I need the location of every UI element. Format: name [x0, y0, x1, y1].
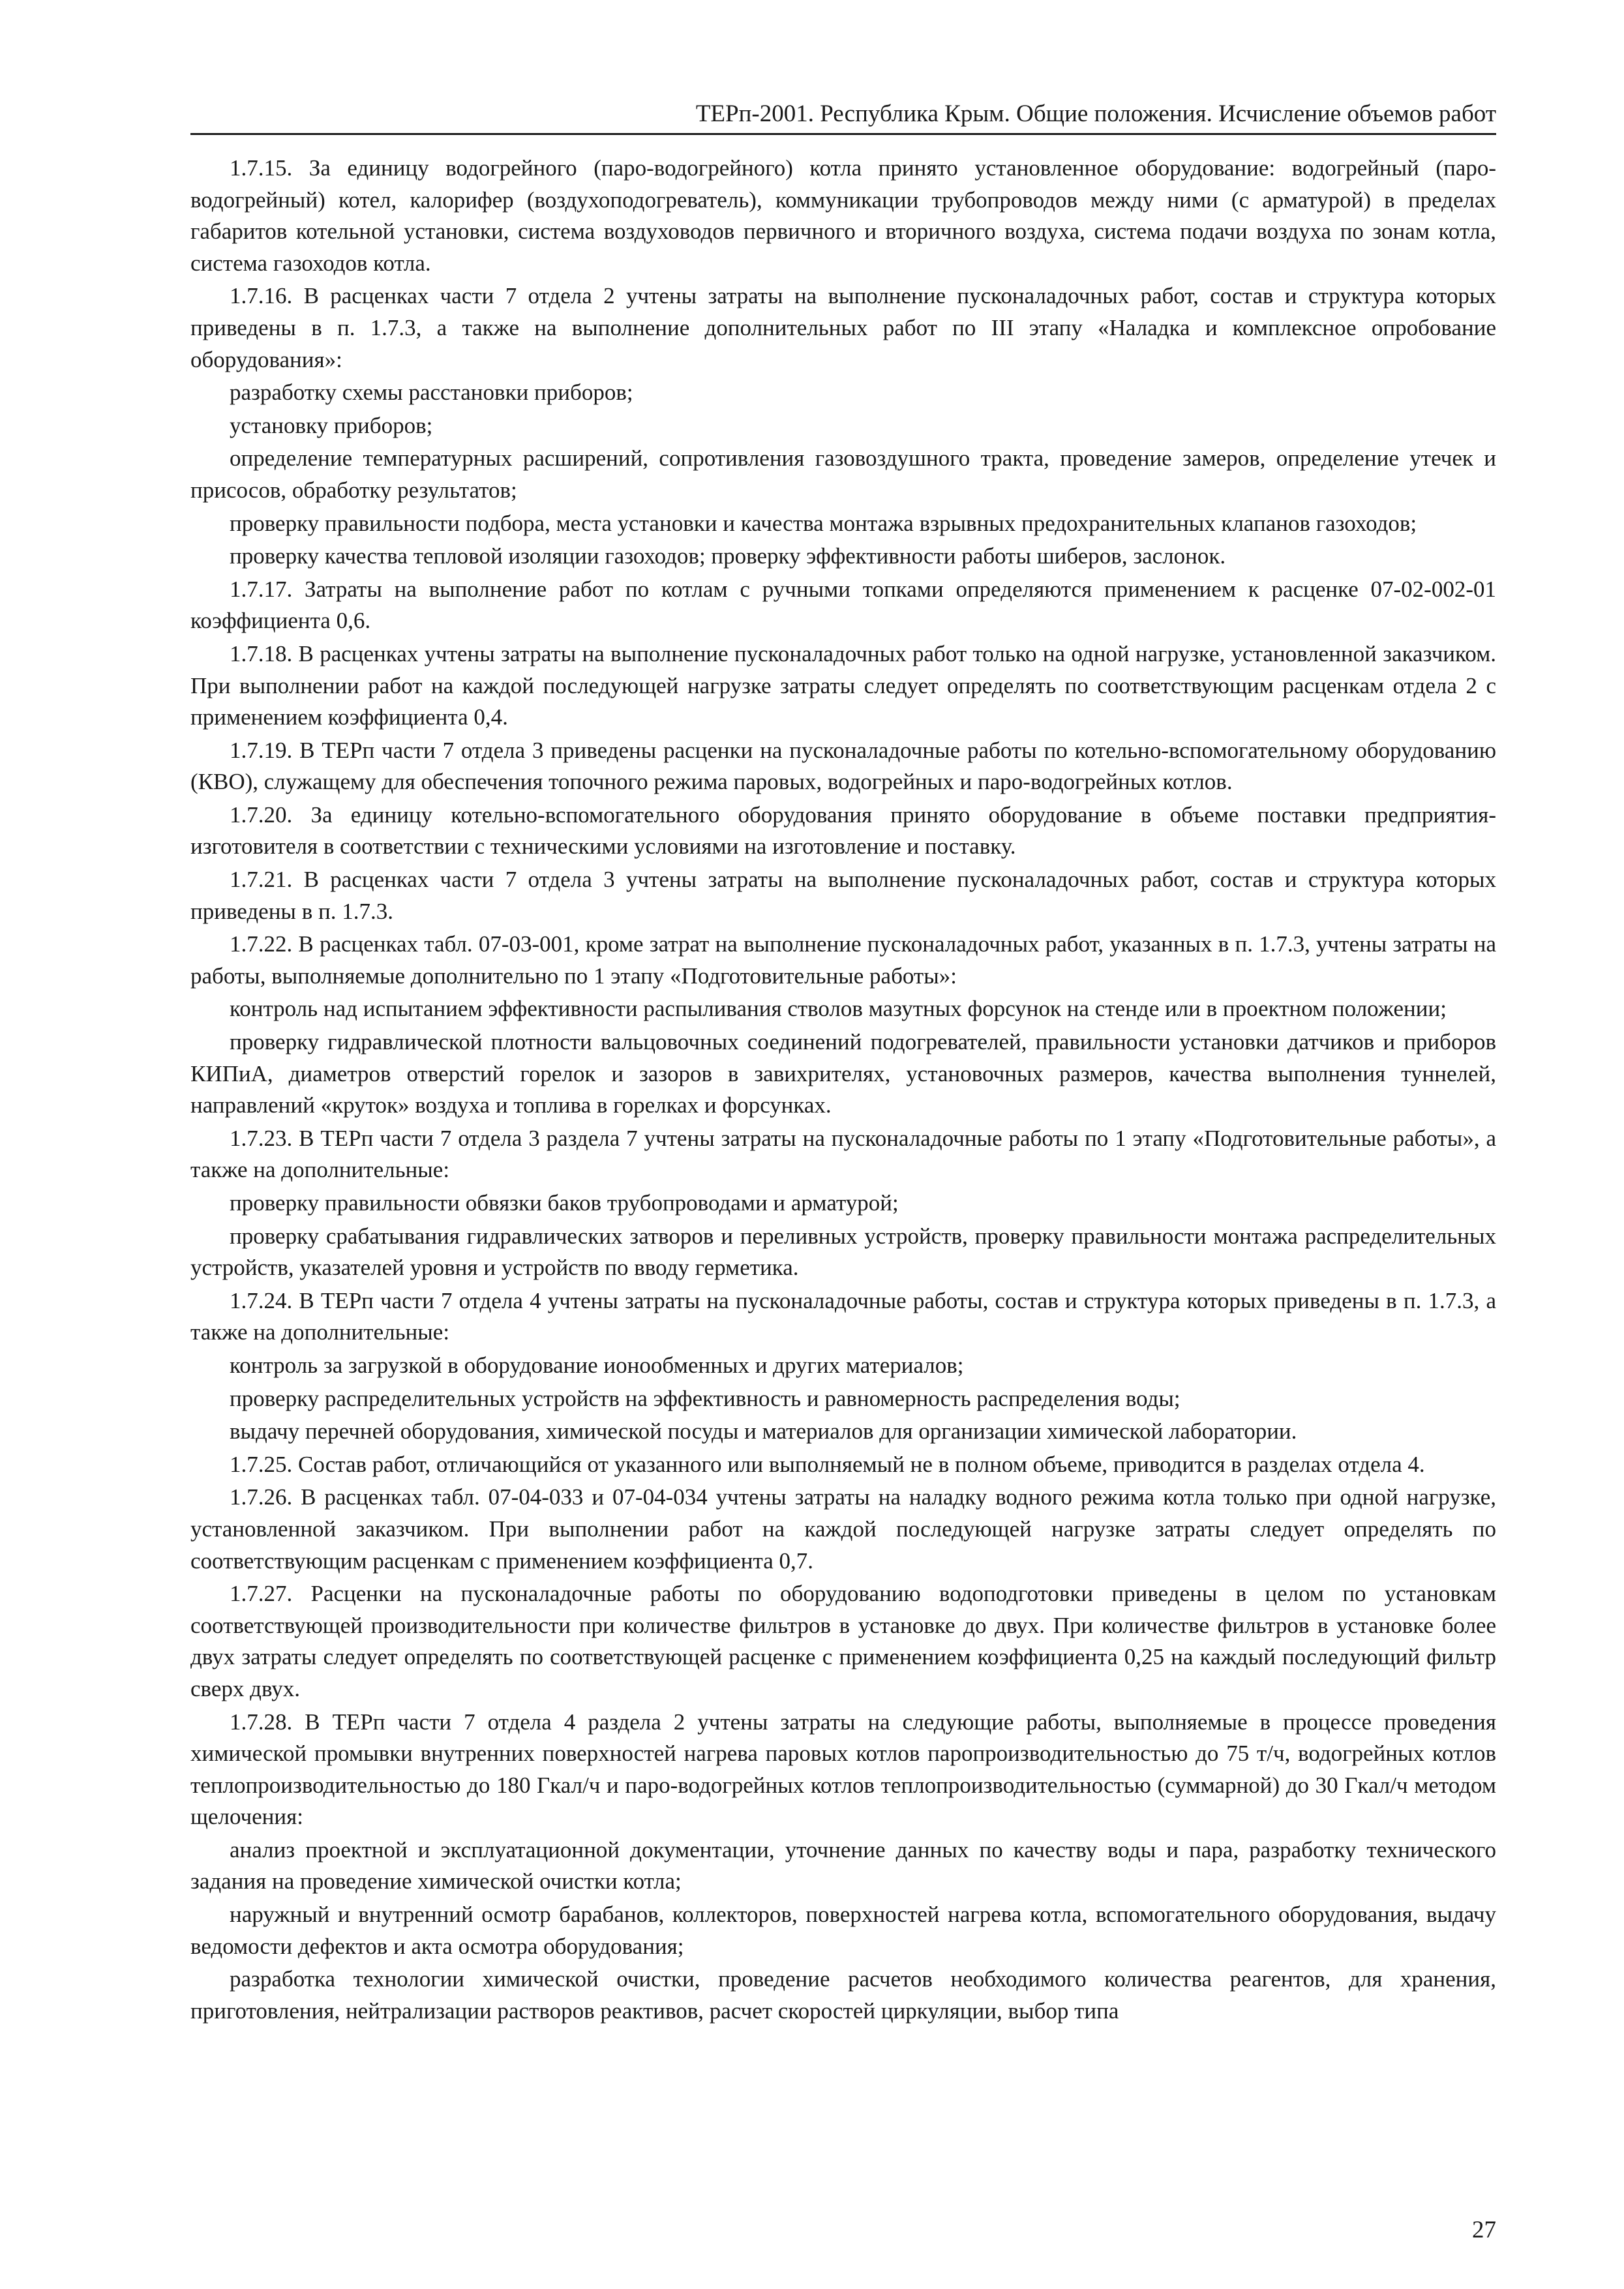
paragraph-1-7-25: 1.7.25. Состав работ, отличающийся от указанного или выполняемый не в полном объеме, приводится в разделах отдела 4.	[230, 1451, 1425, 1477]
list-item: анализ проектной и эксплуатационной документации, уточнение данных по качеству воды и пара, разработку технического задания на проведение химической очистки котла;	[190, 1836, 1496, 1894]
paragraph-1-7-18: 1.7.18. В расценках учтены затраты на выполнение пусконаладочных работ только на одной нагрузке, установленной заказчиком. При выполнении работ на каждой последующей нагрузке затраты следует определять по соответствующим расценкам отдела 2 с применением коэффициента 0,4.	[190, 640, 1496, 730]
list-item: разработка технологии химической очистки, проведение расчетов необходимого количества реагентов, для хранения, приготовления, нейтрализации растворов реактивов, расчет скоростей циркуляции, выбор типа	[190, 1966, 1496, 2024]
list-item: контроль за загрузкой в оборудование ионообменных и других материалов;	[230, 1352, 964, 1378]
list-item: проверку распределительных устройств на эффективность и равномерность распределения воды;	[230, 1385, 1180, 1411]
paragraph-1-7-24: 1.7.24. В ТЕРп части 7 отдела 4 учтены затраты на пусконаладочные работы, состав и структура которых приведены в п. 1.7.3, а также на дополнительные:	[190, 1287, 1496, 1345]
list-item: контроль над испытанием эффективности распыливания стволов мазутных форсунок на стенде или в проектном положении;	[230, 996, 1447, 1022]
paragraph-1-7-15: 1.7.15. За единицу водогрейного (паро-водогрейного) котла принято установленное оборудование: водогрейный (паро-водогрейный) котел, калорифер (воздухоподогреватель), коммуникации трубопроводов между ними (с арматурой) в пределах габаритов котельной установки, система воздуховодов первичного и вторичного воздуха, система подачи воздуха по зонам котла, система газоходов котла.	[190, 155, 1496, 276]
paragraph-1-7-28: 1.7.28. В ТЕРп части 7 отдела 4 раздела 2 учтены затраты на следующие работы, выполняемые в процессе проведения химической промывки внутренних поверхностей нагрева паровых котлов паропроизводительностью до 75 т/ч, водогрейных котлов теплопроизводительностью до 180 Гкал/ч и паро-водогрейных котлов теплопроизводительностью (суммарной) до 30 Гкал/ч методом щелочения:	[190, 1709, 1496, 1830]
paragraph-1-7-20: 1.7.20. За единицу котельно-вспомогательного оборудования принято оборудование в объеме поставки предприятия-изготовителя в соответствии с техническими условиями на изготовление и поставку.	[190, 801, 1496, 860]
paragraph-1-7-26: 1.7.26. В расценках табл. 07-04-033 и 07-04-034 учтены затраты на наладку водного режима котла только при одной нагрузке, установленной заказчиком. При выполнении работ на каждой последующей нагрузке затраты следует определять по соответствующим расценкам с применением коэффициента 0,7.	[190, 1484, 1496, 1574]
paragraph-1-7-22: 1.7.22. В расценках табл. 07-03-001, кроме затрат на выполнение пусконаладочных работ, указанных в п. 1.7.3, учтены затраты на работы, выполняемые дополнительно по 1 этапу «Подготовительные работы»:	[190, 931, 1496, 989]
list-item: проверку срабатывания гидравлических затворов и переливных устройств, проверку правильности монтажа распределительных устройств, указателей уровня и устройств по вводу герметика.	[190, 1223, 1496, 1281]
list-item: разработку схемы расстановки приборов;	[230, 380, 633, 406]
paragraph-1-7-17: 1.7.17. Затраты на выполнение работ по котлам с ручными топками определяются применением к расценке 07-02-002-01 коэффициента 0,6.	[190, 576, 1496, 634]
paragraph-1-7-21: 1.7.21. В расценках части 7 отдела 3 учтены затраты на выполнение пусконаладочных работ, состав и структура которых приведены в п. 1.7.3.	[190, 867, 1496, 924]
body-text	[190, 153, 1496, 2027]
list-item: установку приборов;	[230, 412, 433, 438]
paragraph-1-7-27: 1.7.27. Расценки на пусконаладочные работы по оборудованию водоподготовки приведены в целом по установкам соответствующей производительности при количестве фильтров в установке до двух. При количестве фильтров в установке более двух затраты следует определять по соответствующей расценке с применением коэффициента 0,25 на каждый последующий фильтр сверх двух.	[190, 1581, 1496, 1701]
page-number: 27	[1472, 2217, 1496, 2243]
paragraph-1-7-16: 1.7.16. В расценках части 7 отдела 2 учтены затраты на выполнение пусконаладочных работ, состав и структура которых приведены в п. 1.7.3, а также на выполнение дополнительных работ по III этапу «Наладка и комплексное опробование оборудования»:	[190, 283, 1496, 372]
list-item: выдачу перечней оборудования, химической посуды и материалов для организации химической лаборатории.	[230, 1418, 1297, 1444]
list-item: проверку правильности обвязки баков трубопроводами и арматурой;	[230, 1190, 899, 1216]
list-item: проверку правильности подбора, места установки и качества монтажа взрывных предохранительных клапанов газоходов;	[230, 510, 1417, 536]
list-item: определение температурных расширений, сопротивления газовоздушного тракта, проведение замеров, определение утечек и присосов, обработку результатов;	[190, 445, 1496, 503]
list-item: проверку качества тепловой изоляции газоходов; проверку эффективности работы шиберов, заслонок.	[230, 543, 1226, 569]
list-item: проверку гидравлической плотности вальцовочных соединений подогревателей, правильности установки датчиков и приборов КИПиА, диаметров отверстий горелок и зазоров в завихрителях, установочных размеров, качества выполнения туннелей, направлений «круток» воздуха и топлива в горелках и форсунках.	[190, 1029, 1496, 1118]
paragraph-1-7-23: 1.7.23. В ТЕРп части 7 отдела 3 раздела 7 учтены затраты на пусконаладочные работы по 1 этапу «Подготовительные работы», а также на дополнительные:	[190, 1125, 1496, 1183]
running-header: ТЕРп-2001. Республика Крым. Общие положения. Исчисление объемов работ	[190, 99, 1496, 135]
paragraph-1-7-19: 1.7.19. В ТЕРп части 7 отдела 3 приведены расценки на пусконаладочные работы по котельно-вспомогательному оборудованию (КВО), служащему для обеспечения топочного режима паровых, водогрейных и паро-водогрейных котлов.	[190, 737, 1496, 795]
list-item: наружный и внутренний осмотр барабанов, коллекторов, поверхностей нагрева котла, вспомогательного оборудования, выдачу ведомости дефектов и акта осмотра оборудования;	[190, 1902, 1496, 1959]
